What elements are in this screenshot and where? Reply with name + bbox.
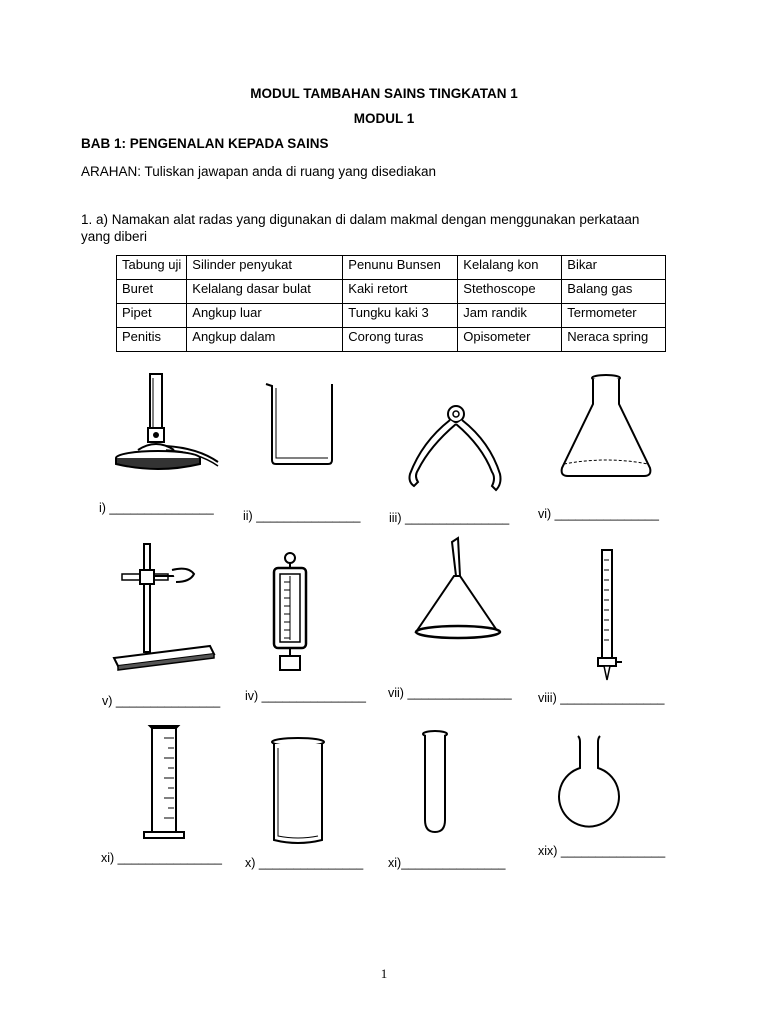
table-cell: Penitis <box>117 328 187 352</box>
table-cell: Bikar <box>562 256 666 280</box>
answer-label: v) _______________ <box>102 694 221 708</box>
document-title: MODUL TAMBAHAN SAINS TINGKATAN 1 <box>250 86 518 101</box>
table-cell: Angkup luar <box>187 304 343 328</box>
answer-label: x) _______________ <box>245 856 364 870</box>
table-cell: Opisometer <box>458 328 562 352</box>
module-title: MODUL 1 <box>353 111 415 126</box>
chapter-heading: BAB 1: PENGENALAN KEPADA SAINS <box>81 136 329 151</box>
answer-label: iii) _______________ <box>389 511 510 525</box>
table-row <box>117 256 666 280</box>
word-bank-table <box>116 255 666 352</box>
table-cell: Angkup dalam <box>187 328 343 352</box>
table-row <box>117 328 666 352</box>
table-cell: Pipet <box>117 304 187 328</box>
answer-label: ii) _______________ <box>243 509 361 523</box>
filter-funnel-image <box>408 536 508 646</box>
table-cell: Termometer <box>562 304 666 328</box>
table-cell: Buret <box>117 280 187 304</box>
retort-stand-image <box>110 540 220 672</box>
answer-label: i) _______________ <box>99 501 214 515</box>
test-tube-image <box>418 728 452 836</box>
answer-label: viii) _______________ <box>538 691 665 705</box>
table-cell: Kelalang dasar bulat <box>187 280 343 304</box>
gas-jar-image <box>268 736 328 848</box>
conical-flask-image <box>556 372 656 480</box>
burette-image <box>590 546 626 686</box>
table-cell: Stethoscope <box>458 280 562 304</box>
measuring-cylinder-image <box>140 722 196 844</box>
answer-label: vi) _______________ <box>538 507 659 521</box>
instruction-text: ARAHAN: Tuliskan jawapan anda di ruang yang disediakan <box>81 164 436 179</box>
table-cell: Silinder penyukat <box>187 256 343 280</box>
answer-label: iv) _______________ <box>245 689 366 703</box>
table-cell: Kelalang kon <box>458 256 562 280</box>
table-cell: Penunu Bunsen <box>343 256 458 280</box>
table-cell: Jam randik <box>458 304 562 328</box>
spring-balance-image <box>266 548 314 680</box>
table-cell: Kaki retort <box>343 280 458 304</box>
round-bottom-flask-image <box>554 732 624 828</box>
table-row <box>117 304 666 328</box>
table-cell: Balang gas <box>562 280 666 304</box>
table-cell: Corong turas <box>343 328 458 352</box>
table-cell: Neraca spring <box>562 328 666 352</box>
table-row <box>117 280 666 304</box>
table-cell: Tungku kaki 3 <box>343 304 458 328</box>
bunsen-burner-image <box>108 370 233 475</box>
beaker-image <box>262 380 342 468</box>
answer-label: xi) _______________ <box>101 851 222 865</box>
answer-label: xi)_______________ <box>388 856 506 870</box>
question-1a: 1. a) Namakan alat radas yang digunakan di dalam makmal dengan menggunakan perkataan yang diberi <box>81 212 640 244</box>
outside-calipers-image <box>402 402 512 494</box>
answer-label: vii) _______________ <box>388 686 512 700</box>
answer-label: xix) _______________ <box>538 844 666 858</box>
page-number: 1 <box>380 966 388 981</box>
table-cell: Tabung uji <box>117 256 187 280</box>
